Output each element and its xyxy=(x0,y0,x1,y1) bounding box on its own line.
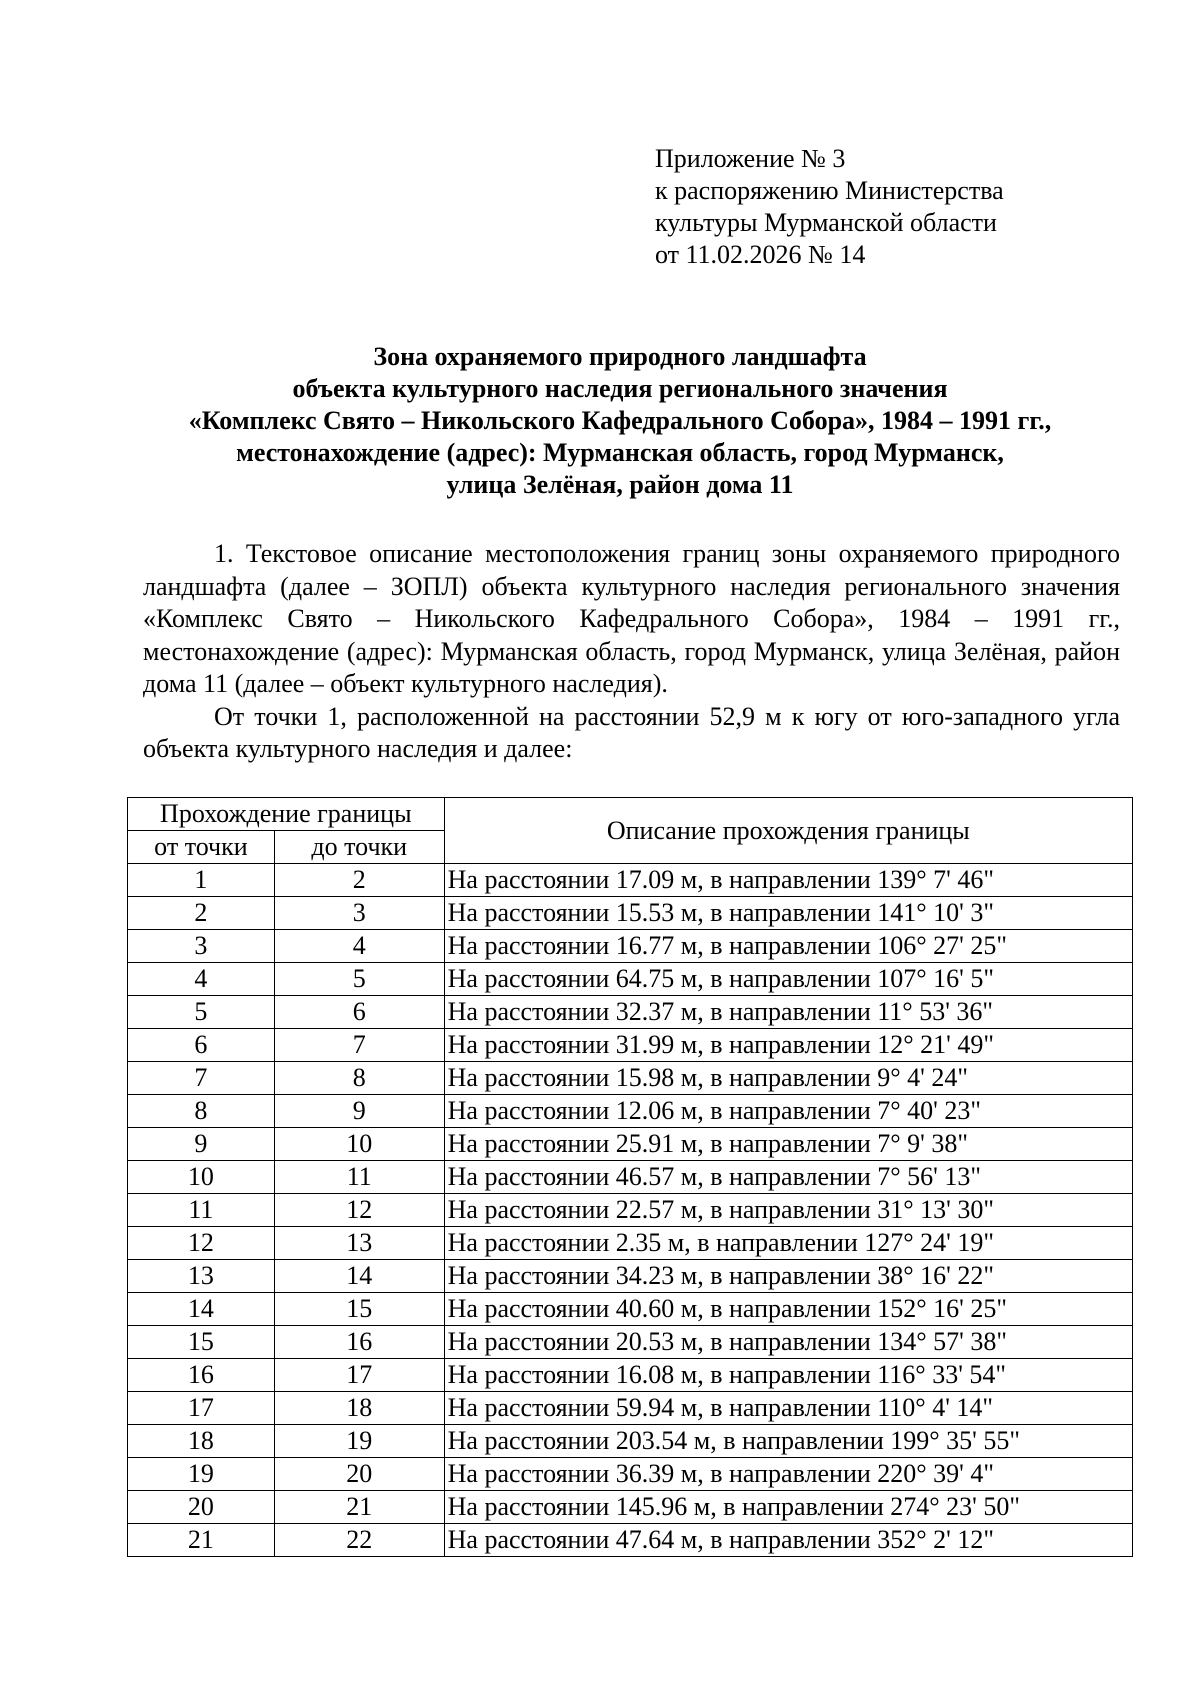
cell-description: На расстоянии 12.06 м, в направлении 7° 40' 23" xyxy=(444,1095,1132,1128)
cell-from-point: 21 xyxy=(128,1524,275,1557)
cell-description: На расстоянии 32.37 м, в направлении 11° 53' 36" xyxy=(444,996,1132,1029)
cell-from-point: 16 xyxy=(128,1359,275,1392)
cell-to-point: 18 xyxy=(274,1392,444,1425)
cell-to-point: 10 xyxy=(274,1128,444,1161)
table-row xyxy=(128,1359,1133,1392)
cell-from-point: 12 xyxy=(128,1227,275,1260)
annex-date: от 11.02.2026 № 14 xyxy=(655,240,866,269)
header-description: Описание прохождения границы xyxy=(444,798,1132,864)
cell-description: На расстоянии 31.99 м, в направлении 12° 21' 49" xyxy=(444,1029,1132,1062)
table-row xyxy=(128,1293,1133,1326)
cell-description: На расстоянии 25.91 м, в направлении 7° 9' 38" xyxy=(444,1128,1132,1161)
table-row xyxy=(128,1491,1133,1524)
cell-from-point: 4 xyxy=(128,963,275,996)
cell-description: На расстоянии 47.64 м, в направлении 352° 2' 12" xyxy=(444,1524,1132,1557)
cell-description: На расстоянии 34.23 м, в направлении 38° 16' 22" xyxy=(444,1260,1132,1293)
cell-to-point: 16 xyxy=(274,1326,444,1359)
table-row xyxy=(128,1161,1133,1194)
cell-description: На расстоянии 145.96 м, в направлении 274° 23' 50" xyxy=(444,1491,1132,1524)
cell-from-point: 2 xyxy=(128,897,275,930)
cell-to-point: 3 xyxy=(274,897,444,930)
cell-from-point: 18 xyxy=(128,1425,275,1458)
cell-description: На расстоянии 36.39 м, в направлении 220° 39' 4" xyxy=(444,1458,1132,1491)
annex-ministry: культуры Мурманской области xyxy=(655,208,997,237)
annex-order-ref: к распоряжению Министерства xyxy=(655,176,1004,205)
body-text xyxy=(143,538,1120,766)
cell-description: На расстоянии 15.53 м, в направлении 141° 10' 3" xyxy=(444,897,1132,930)
cell-from-point: 1 xyxy=(128,864,275,897)
cell-description: На расстоянии 22.57 м, в направлении 31° 13' 30" xyxy=(444,1194,1132,1227)
cell-from-point: 10 xyxy=(128,1161,275,1194)
table-row xyxy=(128,1128,1133,1161)
table-row xyxy=(128,996,1133,1029)
table-row xyxy=(128,1227,1133,1260)
cell-description: На расстоянии 46.57 м, в направлении 7° 56' 13" xyxy=(444,1161,1132,1194)
table-row xyxy=(128,1392,1133,1425)
table-row xyxy=(128,1194,1133,1227)
table-row xyxy=(128,1095,1133,1128)
cell-to-point: 6 xyxy=(274,996,444,1029)
cell-description: На расстоянии 16.08 м, в направлении 116° 33' 54" xyxy=(444,1359,1132,1392)
cell-from-point: 6 xyxy=(128,1029,275,1062)
cell-to-point: 4 xyxy=(274,930,444,963)
cell-description: На расстоянии 64.75 м, в направлении 107° 16' 5" xyxy=(444,963,1132,996)
cell-to-point: 21 xyxy=(274,1491,444,1524)
paragraph-start-point: От точки 1, расположенной на расстоянии 52,9 м к югу от юго-западного угла объекта культурного наследия и далее: xyxy=(143,701,1120,763)
title-line-1: Зона охраняемого природного ландшафта xyxy=(373,342,867,371)
title-line-3: «Комплекс Свято – Никольского Кафедрального Собора», 1984 – 1991 гг., xyxy=(188,406,1052,435)
title-line-2: объекта культурного наследия регионального значения xyxy=(292,374,948,403)
table-row xyxy=(128,1326,1133,1359)
table-row xyxy=(128,930,1133,963)
cell-from-point: 5 xyxy=(128,996,275,1029)
cell-to-point: 2 xyxy=(274,864,444,897)
cell-from-point: 13 xyxy=(128,1260,275,1293)
cell-description: На расстоянии 17.09 м, в направлении 139° 7' 46" xyxy=(444,864,1132,897)
cell-to-point: 9 xyxy=(274,1095,444,1128)
header-to-point: до точки xyxy=(274,831,444,864)
cell-description: На расстоянии 2.35 м, в направлении 127° 24' 19" xyxy=(444,1227,1132,1260)
cell-to-point: 15 xyxy=(274,1293,444,1326)
table-row xyxy=(128,864,1133,897)
table-row xyxy=(128,1260,1133,1293)
cell-description: На расстоянии 16.77 м, в направлении 106° 27' 25" xyxy=(444,930,1132,963)
cell-to-point: 5 xyxy=(274,963,444,996)
cell-from-point: 7 xyxy=(128,1062,275,1095)
table-header-row xyxy=(128,798,1133,831)
cell-to-point: 20 xyxy=(274,1458,444,1491)
cell-from-point: 8 xyxy=(128,1095,275,1128)
table-row xyxy=(128,1062,1133,1095)
cell-description: На расстоянии 15.98 м, в направлении 9° 4' 24" xyxy=(444,1062,1132,1095)
cell-to-point: 11 xyxy=(274,1161,444,1194)
paragraph-description: 1. Текстовое описание местоположения границ зоны охраняемого природного ландшафта (далее – ЗОПЛ) объекта культурного наследия регионального значения «Комплекс Свято – Никольского Кафедрального Собора», 1984 – 1991 гг., местонахождение (адрес): Мурманская область, город Мурманск, улица Зелёная, район дома 11 (далее – объект культурного наследия). xyxy=(143,539,1120,698)
title-line-5: улица Зелёная, район дома 11 xyxy=(446,470,794,499)
cell-to-point: 14 xyxy=(274,1260,444,1293)
cell-from-point: 17 xyxy=(128,1392,275,1425)
cell-from-point: 3 xyxy=(128,930,275,963)
table-row xyxy=(128,963,1133,996)
cell-to-point: 17 xyxy=(274,1359,444,1392)
cell-to-point: 13 xyxy=(274,1227,444,1260)
header-from-point: от точки xyxy=(128,831,275,864)
cell-from-point: 9 xyxy=(128,1128,275,1161)
cell-description: На расстоянии 20.53 м, в направлении 134° 57' 38" xyxy=(444,1326,1132,1359)
annex-number: Приложение № 3 xyxy=(655,144,846,173)
cell-description: На расстоянии 59.94 м, в направлении 110° 4' 14" xyxy=(444,1392,1132,1425)
boundary-table xyxy=(127,797,1133,1557)
document-title xyxy=(130,341,1110,501)
table-row xyxy=(128,1425,1133,1458)
cell-description: На расстоянии 203.54 м, в направлении 199° 35' 55" xyxy=(444,1425,1132,1458)
cell-from-point: 14 xyxy=(128,1293,275,1326)
cell-to-point: 7 xyxy=(274,1029,444,1062)
table-row xyxy=(128,1029,1133,1062)
cell-description: На расстоянии 40.60 м, в направлении 152° 16' 25" xyxy=(444,1293,1132,1326)
annex-header xyxy=(655,143,1004,271)
cell-from-point: 20 xyxy=(128,1491,275,1524)
cell-to-point: 19 xyxy=(274,1425,444,1458)
title-line-4: местонахождение (адрес): Мурманская область, город Мурманск, xyxy=(236,438,1004,467)
cell-from-point: 15 xyxy=(128,1326,275,1359)
header-boundary-passage: Прохождение границы xyxy=(128,798,445,831)
table-row xyxy=(128,1524,1133,1557)
cell-to-point: 22 xyxy=(274,1524,444,1557)
cell-to-point: 8 xyxy=(274,1062,444,1095)
cell-to-point: 12 xyxy=(274,1194,444,1227)
table-body xyxy=(128,864,1133,1557)
table-row xyxy=(128,897,1133,930)
cell-from-point: 11 xyxy=(128,1194,275,1227)
cell-from-point: 19 xyxy=(128,1458,275,1491)
table-row xyxy=(128,1458,1133,1491)
